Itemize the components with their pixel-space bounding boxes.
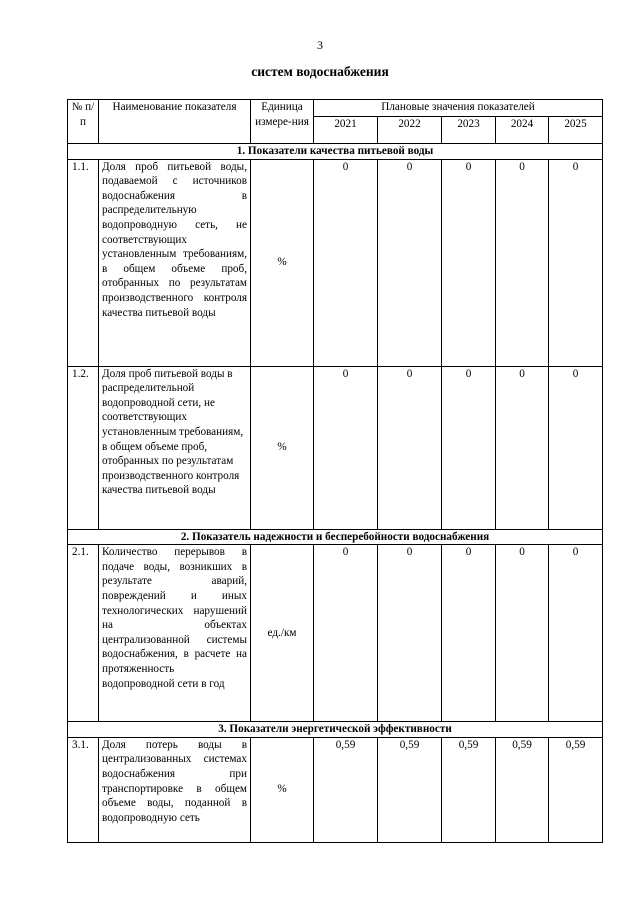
value-cell: 0 [442, 545, 496, 722]
value-cell: 0 [496, 545, 549, 722]
value-cell: 0 [442, 159, 496, 366]
value-cell: 0,59 [314, 737, 378, 842]
header-year: 2025 [549, 117, 603, 144]
value-cell: 0,59 [442, 737, 496, 842]
row-number: 3.1. [68, 737, 99, 842]
table-row [68, 545, 603, 722]
header-year: 2021 [314, 117, 378, 144]
indicator-name: Доля проб питьевой воды в распределительной водопроводной сети, не соответствующих установленным требованиям, в общем объеме проб, отобранных по результатам производственного контроля качества питьевой воды [99, 366, 251, 529]
value-cell: 0 [378, 545, 442, 722]
value-cell: 0,59 [549, 737, 603, 842]
indicator-name: Доля потерь воды в централизованных системах водоснабжения при транспортировке в общем объеме воды, поданной в водопроводную сеть [99, 737, 251, 842]
table-row [68, 737, 603, 842]
table-row [68, 366, 603, 529]
table-row [68, 159, 603, 366]
header-num: № п/п [68, 100, 99, 144]
value-cell: 0,59 [378, 737, 442, 842]
header-unit: Единица измере-ния [251, 100, 314, 144]
row-number: 2.1. [68, 545, 99, 722]
indicator-unit: % [251, 366, 314, 529]
value-cell: 0 [314, 159, 378, 366]
indicator-unit: ед./км [251, 545, 314, 722]
document-title: систем водоснабжения [251, 64, 389, 79]
section-title: 1. Показатели качества питьевой воды [68, 144, 603, 160]
value-cell: 0 [549, 545, 603, 722]
section-title: 3. Показатели энергетической эффективности [68, 722, 603, 738]
indicator-unit: % [251, 159, 314, 366]
value-cell: 0 [496, 159, 549, 366]
value-cell: 0 [496, 366, 549, 529]
indicator-name: Доля проб питьевой воды, подаваемой с источников водоснабжения в распределительную водопроводную сеть, не соответствующих установленным требованиям, в общем объеме проб, отобранных по результатам производственного контроля качества питьевой воды [99, 159, 251, 366]
indicators-table [67, 99, 603, 843]
header-year: 2022 [378, 117, 442, 144]
header-planned-values: Плановые значения показателей [314, 100, 603, 117]
value-cell: 0 [314, 366, 378, 529]
indicator-name: Количество перерывов в подаче воды, возникших в результате аварий, повреждений и иных технологических нарушений на объектах централизованной системы водоснабжения, в расчете на протяженность водопроводной сети в год [99, 545, 251, 722]
value-cell: 0 [549, 366, 603, 529]
value-cell: 0 [378, 366, 442, 529]
value-cell: 0,59 [496, 737, 549, 842]
section-title: 2. Показатель надежности и бесперебойности водоснабжения [68, 529, 603, 545]
row-number: 1.1. [68, 159, 99, 366]
header-year: 2023 [442, 117, 496, 144]
value-cell: 0 [549, 159, 603, 366]
value-cell: 0 [378, 159, 442, 366]
value-cell: 0 [314, 545, 378, 722]
value-cell: 0 [442, 366, 496, 529]
header-year: 2024 [496, 117, 549, 144]
header-name: Наименование показателя [99, 100, 251, 144]
row-number: 1.2. [68, 366, 99, 529]
page-number: 3 [317, 38, 323, 52]
indicator-unit: % [251, 737, 314, 842]
